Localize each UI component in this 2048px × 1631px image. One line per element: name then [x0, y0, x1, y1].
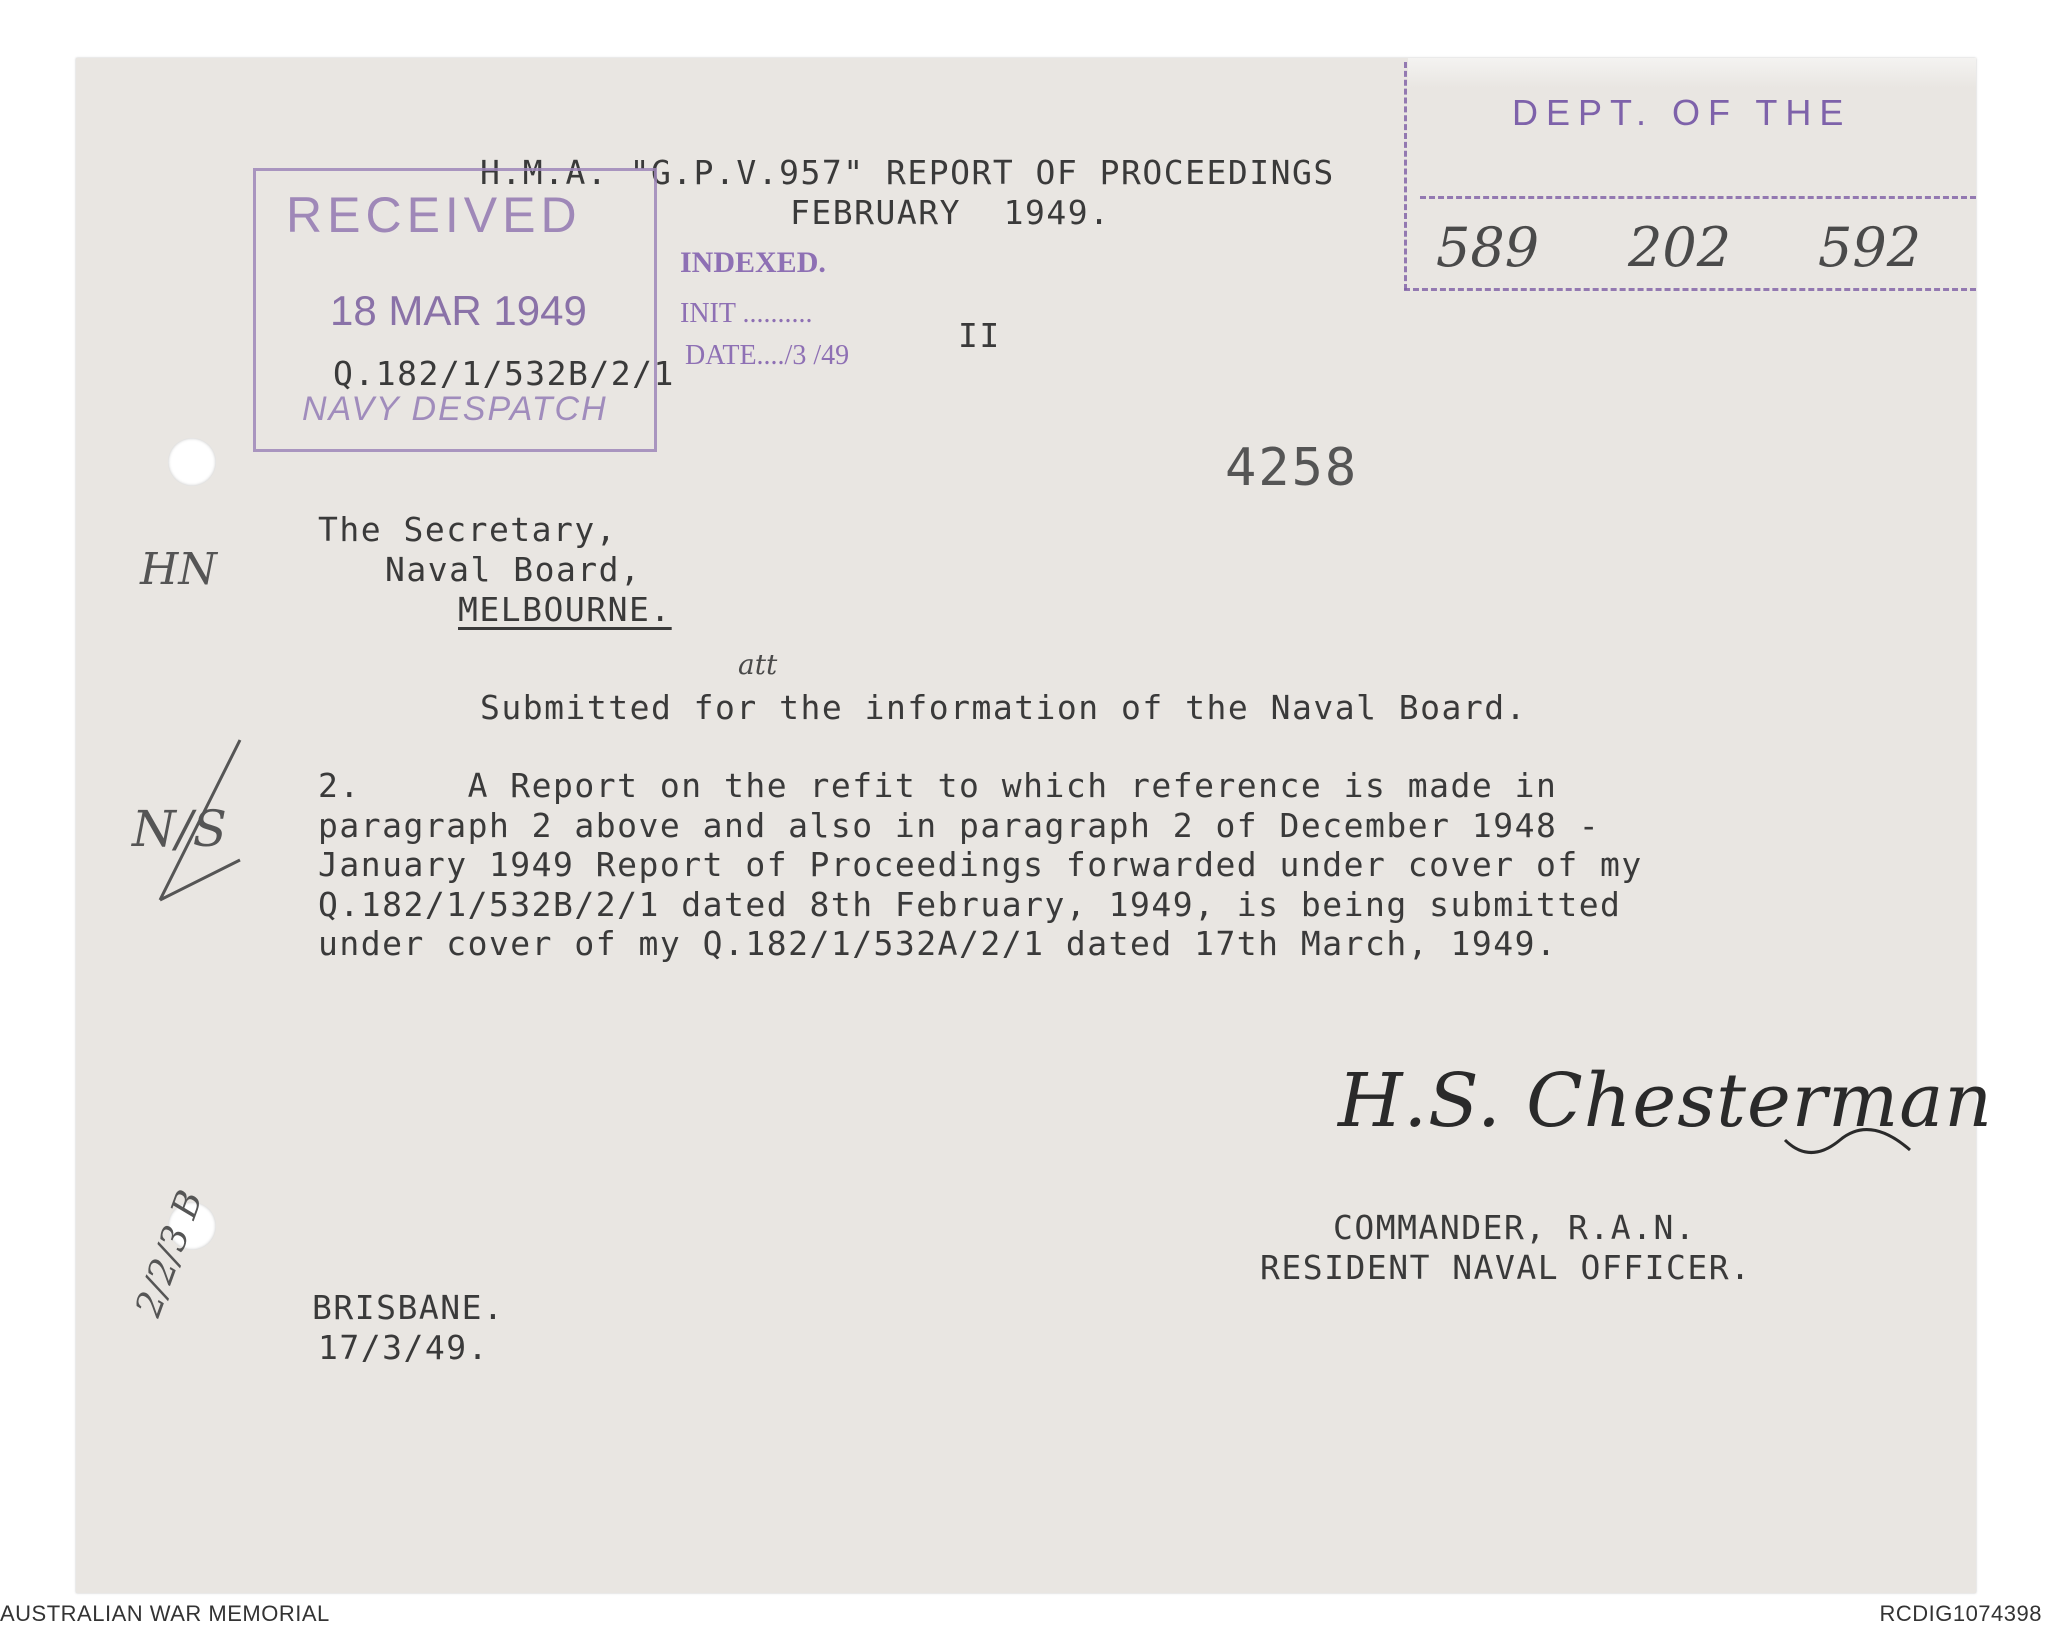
margin-arrow — [140, 730, 250, 910]
signatory-title: RESIDENT NAVAL OFFICER. — [1260, 1248, 1752, 1287]
dept-number-2: 202 — [1628, 216, 1732, 279]
place: BRISBANE. — [312, 1288, 505, 1327]
address-line-1: The Secretary, — [318, 510, 618, 549]
dept-stamp-bottom-border — [1404, 288, 1976, 291]
torn-edge — [1408, 58, 1976, 88]
roman-numeral: II — [958, 316, 1001, 355]
received-stamp-date: 18 MAR 1949 — [330, 287, 587, 334]
signature-flourish — [1780, 1110, 1920, 1170]
received-stamp-footer: NAVY DESPATCH — [302, 390, 608, 428]
document-number: 4258 — [1225, 438, 1359, 498]
margin-note-file: 2/2/3 B — [128, 1185, 212, 1323]
punch-hole-top — [168, 438, 216, 486]
report-date: FEBRUARY 1949. — [790, 193, 1111, 232]
paragraph-2-line-4: Q.182/1/532B/2/1 dated 8th February, 1949, is being submitted — [318, 885, 1622, 924]
paragraph-2-line-3: January 1949 Report of Proceedings forwarded under cover of my — [318, 845, 1643, 884]
indexed-stamp-init: INIT .......... — [680, 298, 813, 329]
date: 17/3/49. — [318, 1328, 489, 1367]
paragraph-1: Submitted for the information of the Naval Board. — [480, 688, 1528, 727]
dept-stamp-left-border — [1404, 62, 1407, 290]
footer-source: AUSTRALIAN WAR MEMORIAL — [0, 1601, 330, 1626]
signatory-rank: COMMANDER, R.A.N. — [1333, 1208, 1697, 1247]
dept-stamp-title: DEPT. OF THE — [1512, 92, 1852, 133]
indexed-stamp-date: DATE..../3 /49 — [685, 340, 850, 371]
received-stamp-title: RECEIVED — [286, 187, 582, 243]
paragraph-2-line-1: 2. A Report on the refit to which reference is made in — [318, 766, 1558, 805]
address-line-3: MELBOURNE. — [458, 590, 672, 629]
dept-stamp-divider — [1420, 196, 1976, 199]
footer-id: RCDIG1074398 — [1879, 1601, 2042, 1626]
margin-note-ns: N/S — [132, 800, 227, 858]
address-line-2: Naval Board, — [385, 550, 642, 589]
dept-number-1: 589 — [1436, 216, 1540, 279]
dept-number-3: 592 — [1818, 216, 1922, 279]
handwritten-signature: H.S. Chesterman — [1338, 1058, 1994, 1144]
report-title: H.M.A. "G.P.V.957" REPORT OF PROCEEDINGS — [480, 153, 1335, 192]
paragraph-2-line-5: under cover of my Q.182/1/532A/2/1 dated 17th March, 1949. — [318, 924, 1558, 963]
file-reference: Q.182/1/532B/2/1 — [333, 354, 675, 393]
margin-note-hn: HN — [140, 544, 217, 595]
paragraph-2-line-2: paragraph 2 above and also in paragraph 2 of December 1948 - — [318, 806, 1601, 845]
paragraph-annotation: att — [738, 648, 778, 681]
indexed-stamp-title: INDEXED. — [680, 246, 826, 279]
